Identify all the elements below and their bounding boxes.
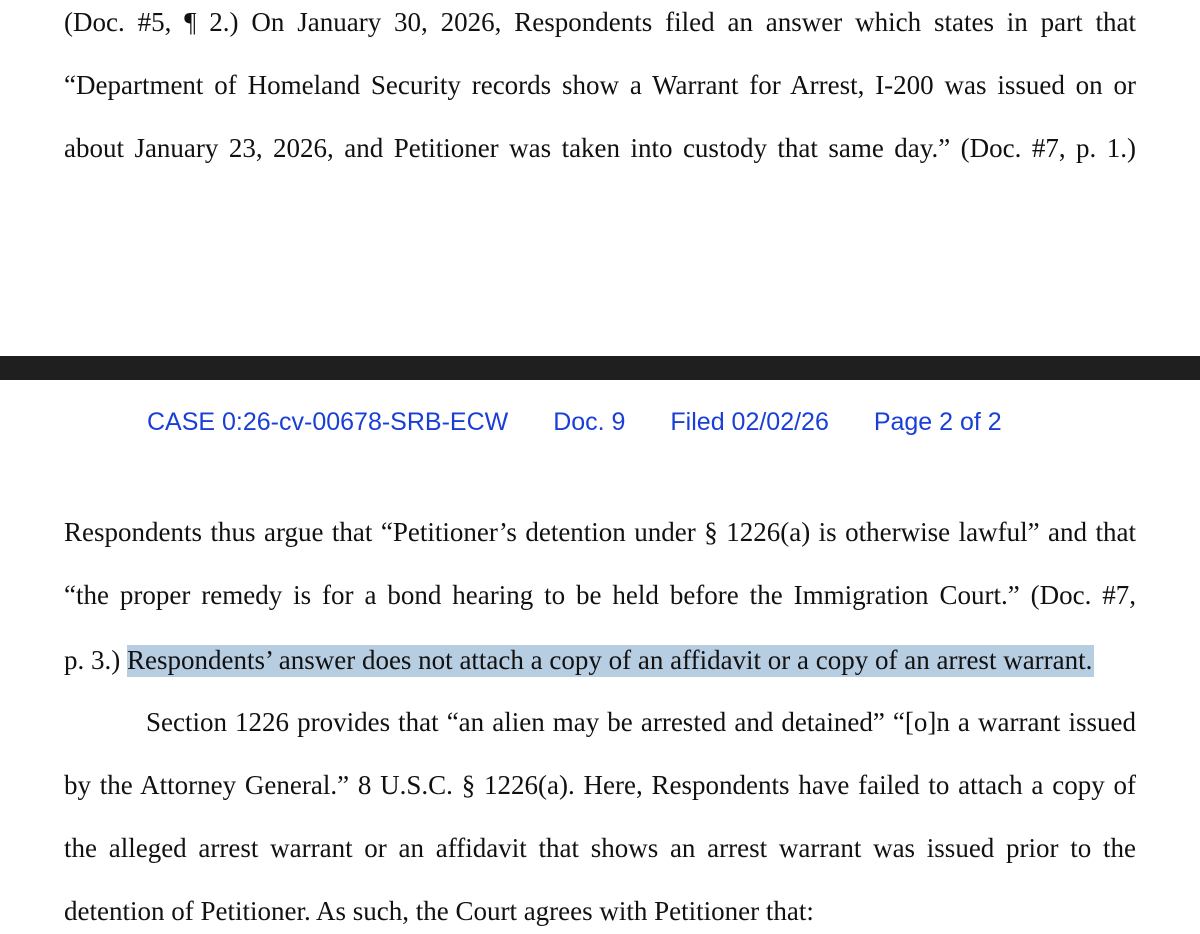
case-number: CASE 0:26-cv-00678-SRB-ECW bbox=[147, 408, 509, 436]
document-page-1 bbox=[0, 0, 1200, 356]
text-line: about January 23, 2026, and Petitioner was taken into custody that same day.” (Doc. #7, p. 1.) bbox=[64, 133, 1136, 163]
filed-date: Filed 02/02/26 bbox=[670, 408, 829, 436]
doc-number: Doc. 9 bbox=[553, 408, 626, 436]
text-line: (Doc. #5, ¶ 2.) On January 30, 2026, Respondents filed an answer which states in part that bbox=[64, 7, 1136, 37]
highlighted-sentence[interactable]: Respondents’ answer does not attach a copy of an affidavit or a copy of an arrest warrant. bbox=[127, 645, 1093, 675]
citation-text: p. 3.) bbox=[64, 645, 121, 675]
text-line: Section 1226 provides that “an alien may be arrested and detained” “[o]n a warrant issued bbox=[146, 707, 1136, 737]
text-line-highlighted bbox=[64, 643, 1136, 677]
text-line: the alleged arrest warrant or an affidavit that shows an arrest warrant was issued prior to the bbox=[64, 833, 1136, 863]
ecf-page-header bbox=[147, 405, 1057, 439]
page-count: Page 2 of 2 bbox=[873, 408, 1002, 436]
text-line: detention of Petitioner. As such, the Court agrees with Petitioner that: bbox=[64, 896, 814, 926]
text-line: “Department of Homeland Security records show a Warrant for Arrest, I-200 was issued on or bbox=[64, 70, 1136, 100]
text-line: “the proper remedy is for a bond hearing to be held before the Immigration Court.” (Doc. #7, bbox=[64, 580, 1136, 610]
page-separator bbox=[0, 356, 1200, 380]
text-line: by the Attorney General.” 8 U.S.C. § 1226(a). Here, Respondents have failed to attach a copy of bbox=[64, 770, 1136, 800]
text-line: Respondents thus argue that “Petitioner’s detention under § 1226(a) is otherwise lawful” and that bbox=[64, 517, 1136, 547]
